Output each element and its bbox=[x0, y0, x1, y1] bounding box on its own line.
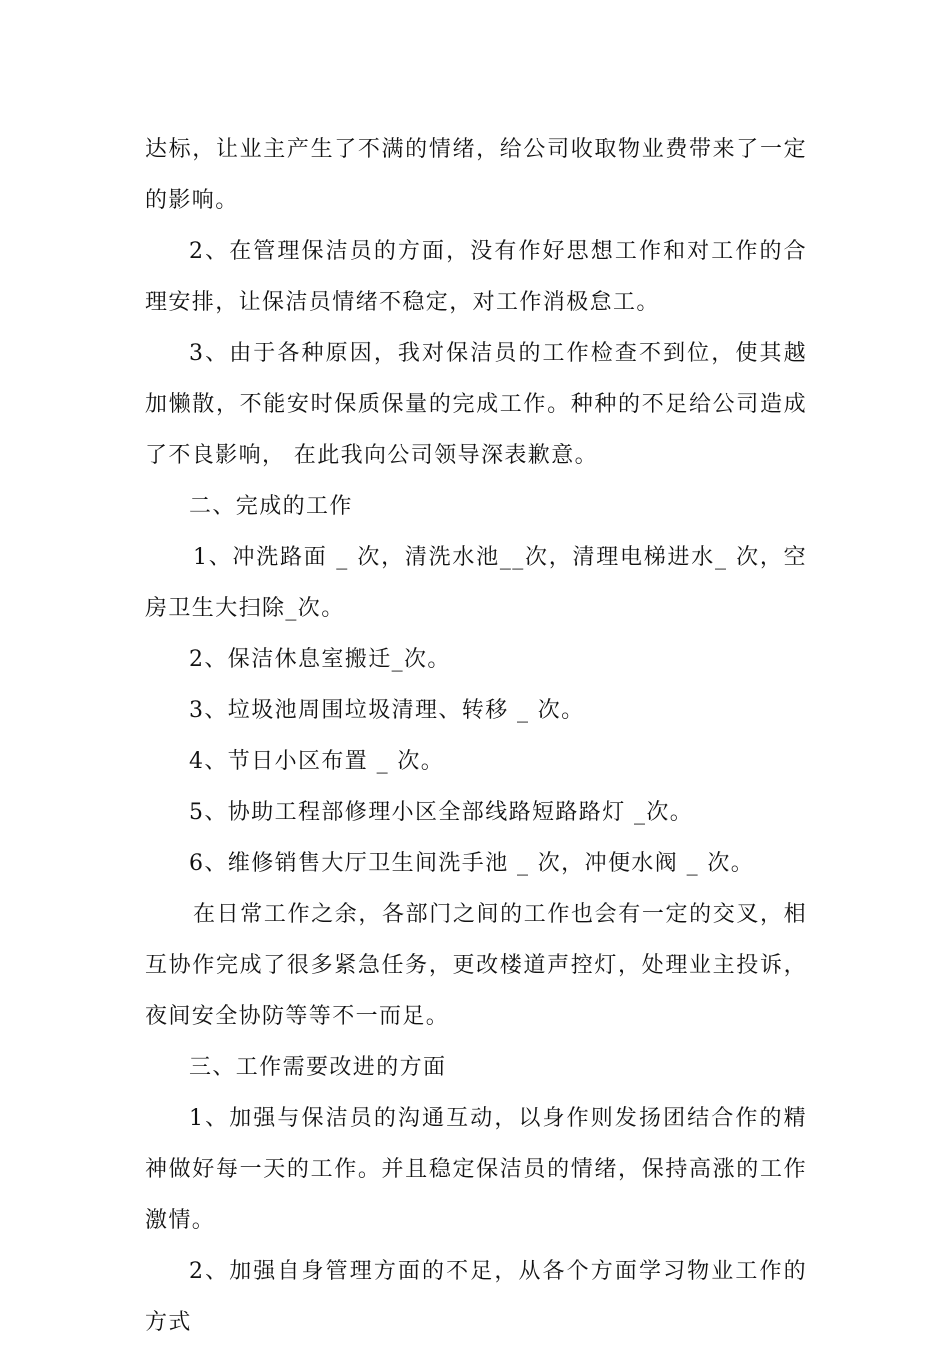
paragraph-completed-item-1: 1、冲洗路面 _ 次，清洗水池__次，清理电梯进水_ 次，空房卫生大扫除_次。 bbox=[145, 545, 807, 621]
document-body bbox=[145, 124, 807, 1348]
paragraph-improvement-item-2: 2、加强自身管理方面的不足，从各个方面学习物业工作的方式 bbox=[145, 1259, 807, 1335]
paragraph-completed-item-5: 5、协助工程部修理小区全部线路短路路灯 _次。 bbox=[189, 800, 694, 825]
paragraph-improvement-item-1: 1、加强与保洁员的沟通互动，以身作则发扬团结合作的精神做好每一天的工作。并且稳定保洁员的情绪，保持高涨的工作激情。 bbox=[145, 1106, 807, 1233]
paragraph-daily-work: 在日常工作之余，各部门之间的工作也会有一定的交叉，相互协作完成了很多紧急任务，更改楼道声控灯，处理业主投诉，夜间安全协防等等不一而足。 bbox=[145, 902, 807, 1029]
paragraph-completed-item-3: 3、垃圾池周围垃圾清理、转移 _ 次。 bbox=[189, 698, 585, 723]
paragraph-completed-item-4: 4、节日小区布置 _ 次。 bbox=[189, 749, 445, 774]
paragraph-item-3-inspection: 3、由于各种原因，我对保洁员的工作检查不到位，使其越加懒散，不能安时保质保量的完成工作。种种的不足给公司造成了不良影响， 在此我向公司领导深表歉意。 bbox=[145, 341, 807, 468]
section-heading-improvements: 三、工作需要改进的方面 bbox=[189, 1055, 447, 1080]
paragraph-continuation: 达标，让业主产生了不满的情绪，给公司收取物业费带来了一定的影响。 bbox=[145, 137, 807, 213]
paragraph-completed-item-2: 2、保洁休息室搬迁_次。 bbox=[189, 647, 451, 672]
paragraph-completed-item-6: 6、维修销售大厅卫生间洗手池 _ 次，冲便水阀 _ 次。 bbox=[189, 851, 755, 876]
paragraph-item-2-cleaner-management: 2、在管理保洁员的方面，没有作好思想工作和对工作的合理安排，让保洁员情绪不稳定，对工作消极怠工。 bbox=[145, 239, 807, 315]
section-heading-completed-work: 二、完成的工作 bbox=[189, 494, 353, 519]
